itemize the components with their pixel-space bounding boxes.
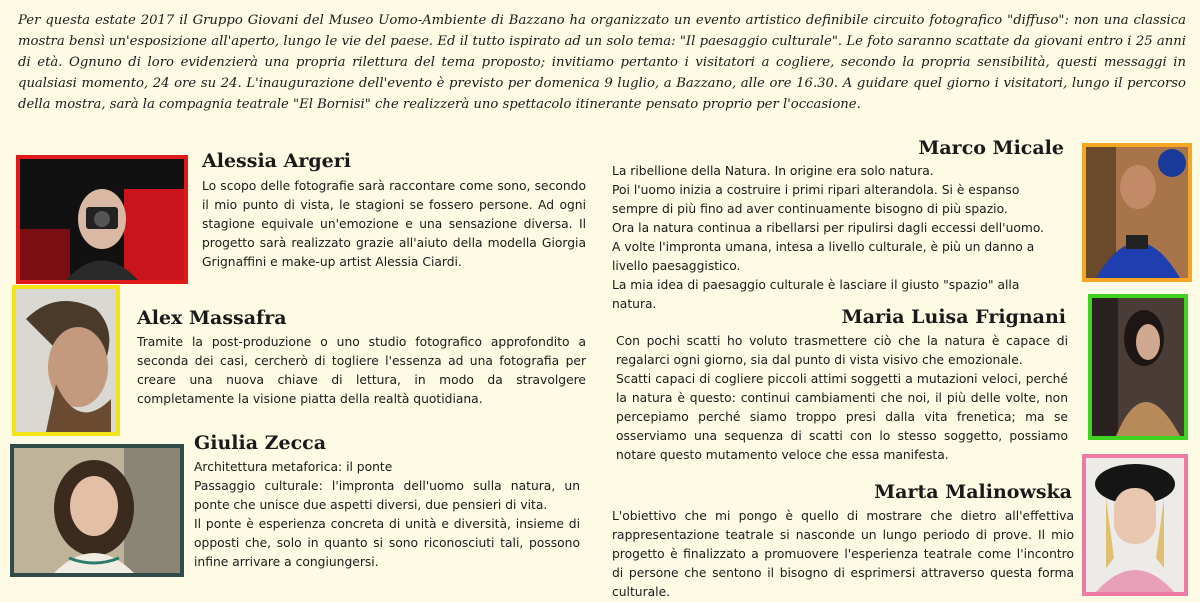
bio-giulia-zecca-line: Il ponte è esperienza concreta di unità e diversità, insieme di opposti che, solo in quanto si sono riconosciuti tali, possono infine arrivare a congiungersi. <box>194 517 580 569</box>
bio-alex-massafra: Tramite la post-produzione o uno studio fotografico approfondito a seconda dei casi, cercherò di togliere l'essenza ad una fotografia per creare una nuova chiave di lettura, in modo da stravolgere completamente la visione piatta della realtà quotidiana. <box>137 335 586 406</box>
bio-marco-micale-line: La ribellione della Natura. In origine era solo natura. <box>612 164 934 178</box>
name-marta-malinowska: Marta Malinowska <box>874 481 1072 503</box>
bio-marco-micale-line: Ora la natura continua a ribellarsi per ripulirsi dagli eccessi dell'uomo. <box>612 221 1045 235</box>
bio-marta-malinowska: L'obiettivo che mi pongo è quello di mostrare che dietro all'effettiva rappresentazione teatrale si nasconde un lungo periodo di prove. Il mio progetto è finalizzato a promuovere l'esperienza teatrale come l'incontro di persone che sentono il bisogno di esprimersi attraverso questa forma culturale. <box>612 509 1074 599</box>
bio-marco-micale-line: Poi l'uomo inizia a costruire i primi ripari alterandola. Si è espanso sempre di più fino ad aver continuamente bisogno di più spazio. <box>612 183 1020 216</box>
bio-giulia-zecca-line: Passaggio culturale: l'impronta dell'uomo sulla natura, un ponte che unisce due aspetti diversi, due pensieri di vita. <box>194 479 580 512</box>
photo-marta-malinowska <box>1082 454 1188 596</box>
photo-alessia-argeri <box>16 155 188 284</box>
bio-giulia-zecca-line: Architettura metaforica: il ponte <box>194 460 393 474</box>
photo-giulia-zecca <box>10 444 184 577</box>
name-giulia-zecca: Giulia Zecca <box>194 432 327 454</box>
photo-maria-luisa-frignani <box>1088 294 1188 440</box>
bio-giulia-zecca <box>194 458 580 572</box>
bio-marco-micale-line: A volte l'impronta umana, intesa a livello culturale, è più un danno a livello paesaggistico. <box>612 240 1035 273</box>
bio-maria-luisa-frignani-line: Scatti capaci di cogliere piccoli attimi soggetti a mutazioni veloci, perché la natura è questo: continui cambiamenti che noi, il più delle volte, non percepiamo perché siamo troppo presi dalla vita frenetica; ma se osserviamo una sequenza di scatti con lo stesso soggetto, possiamo notare questo mutamento veloce che essa manifesta. <box>616 372 1068 462</box>
name-alessia-argeri: Alessia Argeri <box>202 150 351 172</box>
bio-marco-micale <box>612 162 1050 314</box>
bio-alessia-argeri: Lo scopo delle fotografie sarà raccontare come sono, secondo il mio punto di vista, le stagioni se fossero persone. Ad ogni stagione equivale un'emozione e una sensazione diversa. Il progetto sarà realizzato grazie all'aiuto della modella Giorgia Grignaffini e make-up artist Alessia Ciardi. <box>202 179 586 269</box>
bio-marco-micale-line: La mia idea di paesaggio culturale è lasciare il giusto "spazio" alla natura. <box>612 278 1020 311</box>
name-alex-massafra: Alex Massafra <box>137 307 287 329</box>
name-marco-micale: Marco Micale <box>918 137 1064 159</box>
bio-maria-luisa-frignani <box>616 332 1068 465</box>
photo-alex-massafra <box>12 285 120 436</box>
photo-marco-micale <box>1082 143 1192 282</box>
name-maria-luisa-frignani: Maria Luisa Frignani <box>841 306 1066 328</box>
bio-maria-luisa-frignani-line: Con pochi scatti ho voluto trasmettere ciò che la natura è capace di regalarci ogni giorno, sia dal punto di vista visivo che emozionale. <box>616 334 1068 367</box>
intro-paragraph: Per questa estate 2017 il Gruppo Giovani del Museo Uomo-Ambiente di Bazzano ha organizzato un evento artistico definibile circuito fotografico "diffuso": non una classica mostra bensì un'esposizione all'aperto, lungo le vie del paese. Ed il tutto ispirato ad un solo tema: "Il paesaggio culturale". Le foto saranno scattate da giovani entro i 25 anni di età. Ognuno di loro evidenzierà una propria rilettura del tema proposto; invitiamo pertanto i visitatori a cogliere, secondo la propria sensibilità, questi messaggi in qualsiasi momento, 24 ore su 24. L'inaugurazione dell'evento è previsto per domenica 9 luglio, a Bazzano, alle ore 16.30. A guidare quel giorno i visitatori, lungo il percorso della mostra, sarà la compagnia teatrale "El Bornisi" che realizzerà uno spettacolo itinerante pensato proprio per l'occasione. <box>18 13 1186 112</box>
